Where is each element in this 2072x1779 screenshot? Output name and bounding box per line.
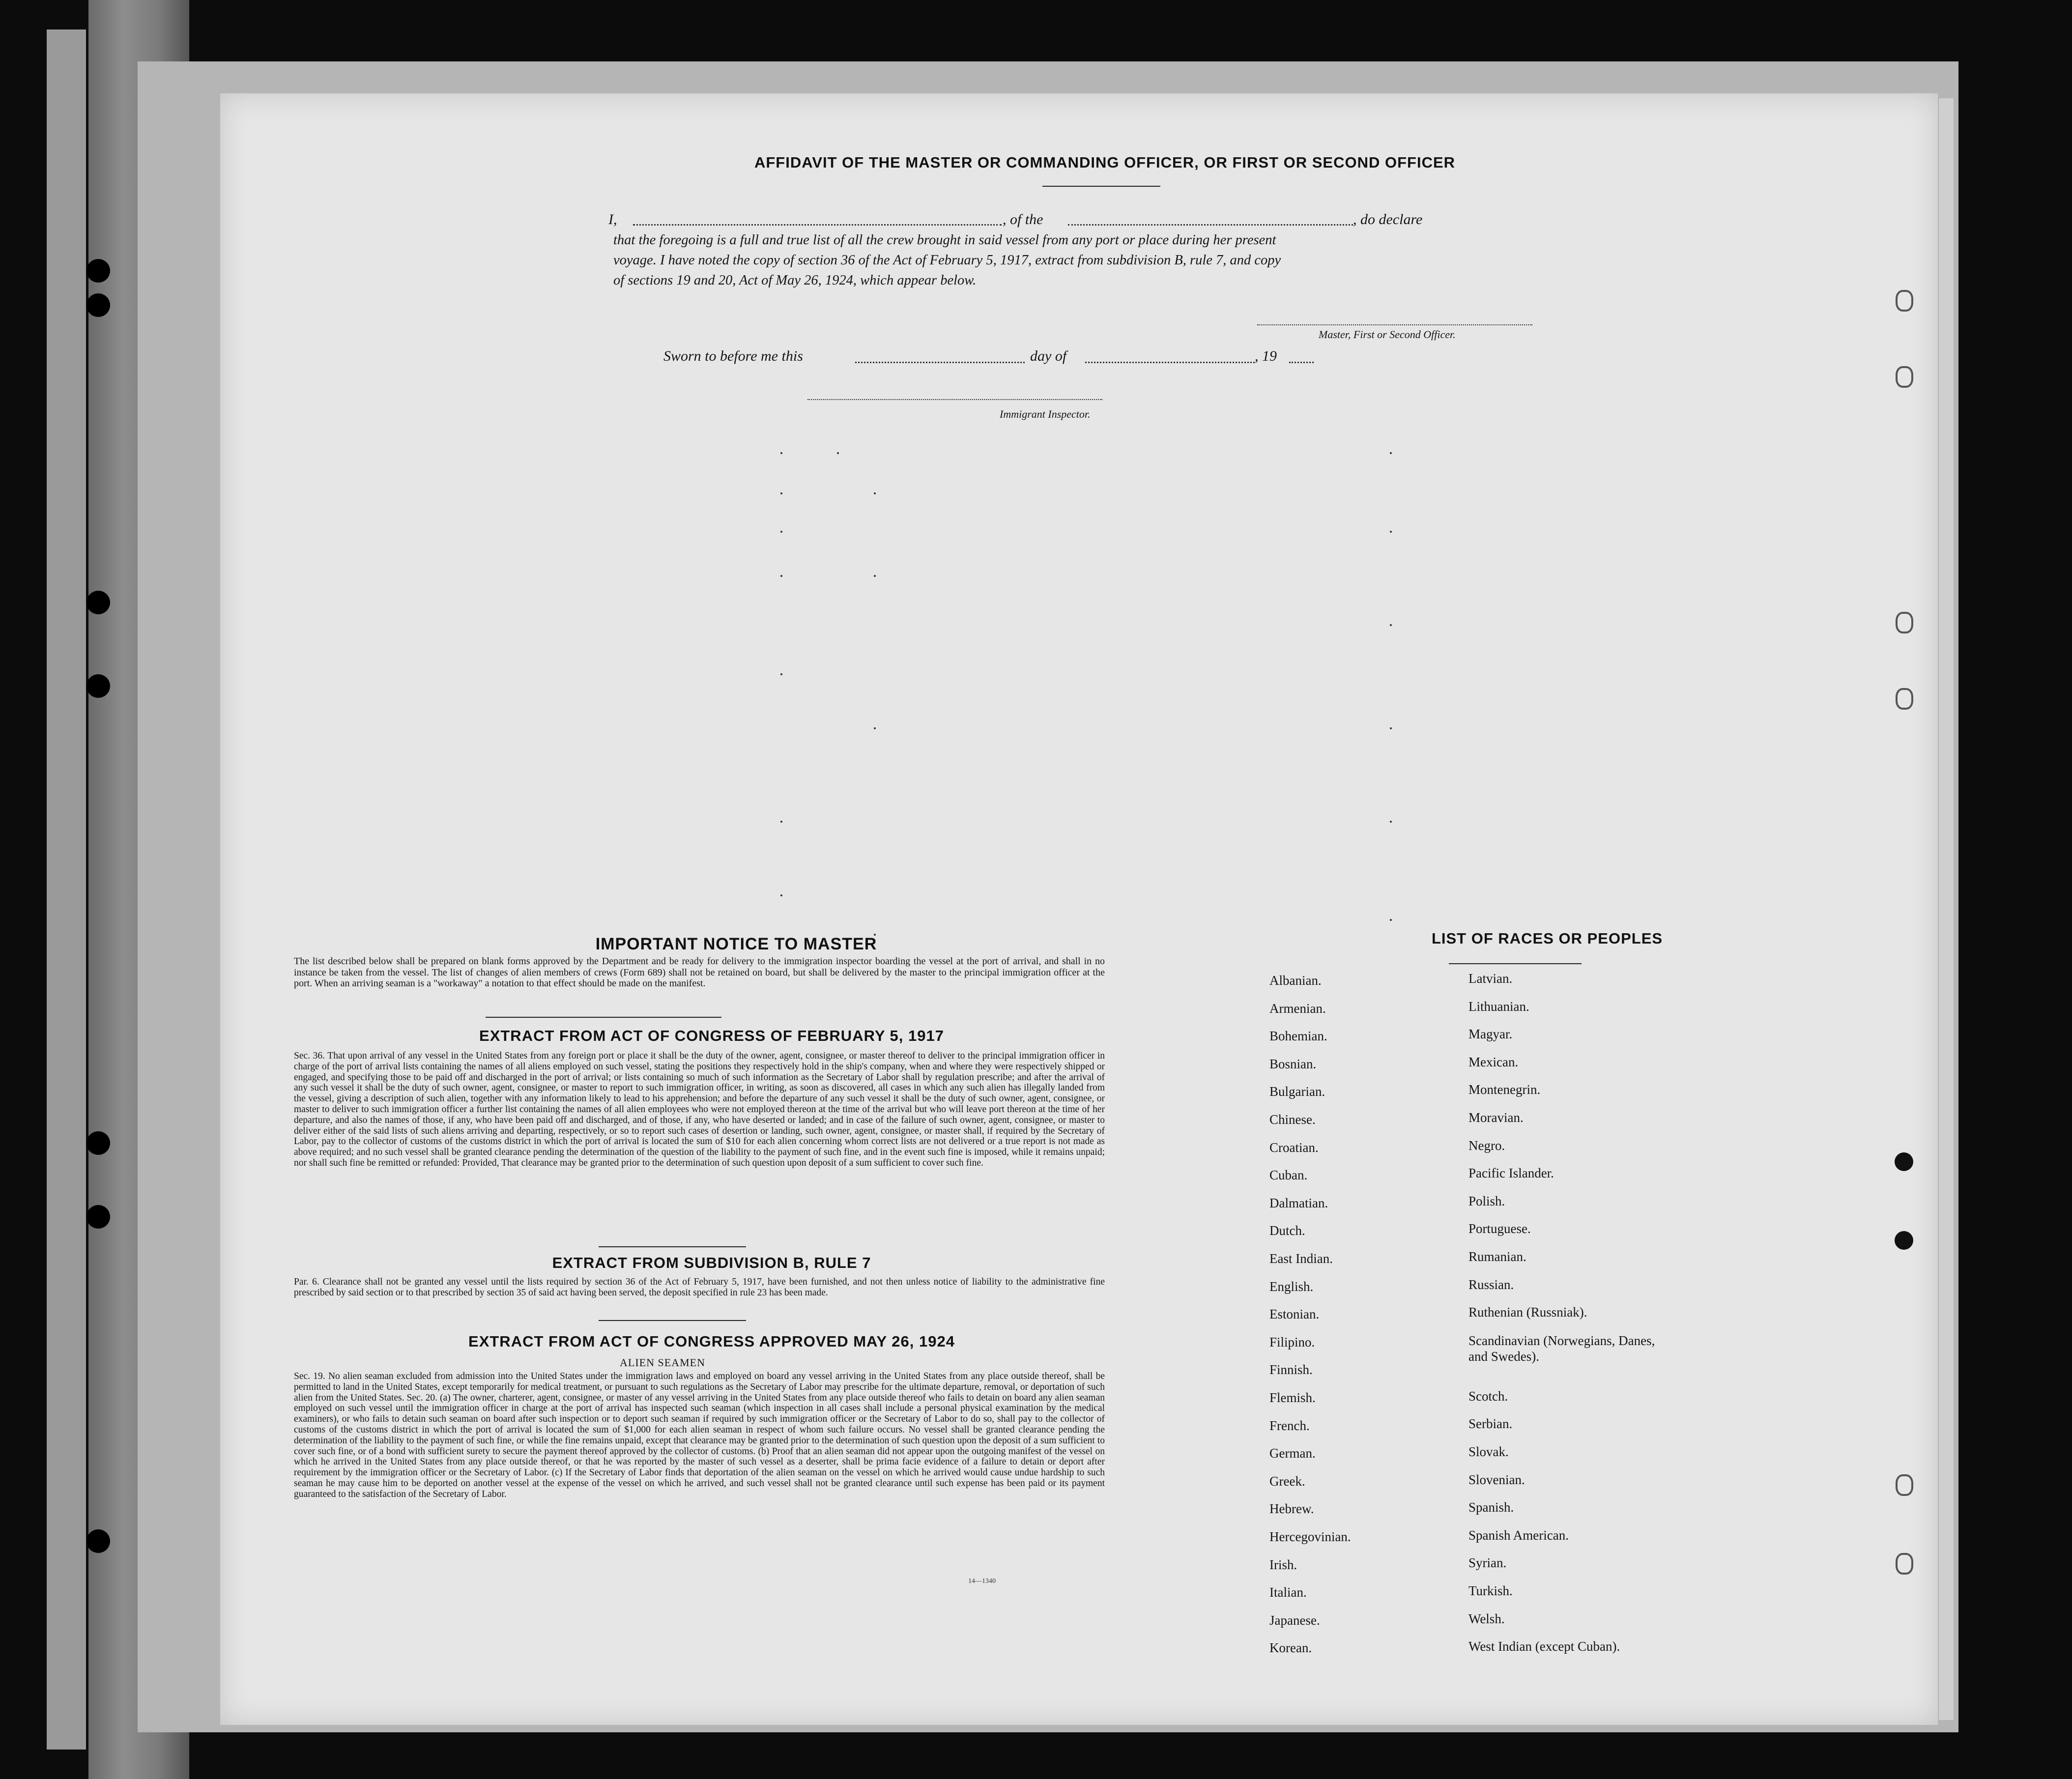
ring-hole	[1896, 290, 1913, 312]
race-item: Cuban.	[1269, 1168, 1308, 1183]
race-item: Dutch.	[1269, 1223, 1305, 1238]
race-item: Chinese.	[1269, 1112, 1316, 1127]
race-item: Bohemian.	[1269, 1029, 1327, 1044]
race-item: Spanish American.	[1468, 1527, 1569, 1543]
race-item: Dalmatian.	[1269, 1195, 1328, 1210]
race-item: Bosnian.	[1269, 1056, 1317, 1071]
race-item: Scandinavian (Norwegians, Danes, and Swedes).	[1468, 1333, 1655, 1364]
race-item: Slovenian.	[1468, 1472, 1525, 1487]
bleed-dot	[874, 727, 876, 729]
notice-rule	[486, 1017, 721, 1018]
binder-hole	[86, 1205, 110, 1229]
race-item: Armenian.	[1269, 1001, 1326, 1016]
affidavit-title: AFFIDAVIT OF THE MASTER OR COMMANDING OFFICER, OR FIRST OR SECOND OFFICER	[754, 154, 1456, 171]
ring-hole	[1896, 1474, 1913, 1496]
binder-hole	[86, 591, 110, 614]
affidavit-line-2: that the foregoing is a full and true list of all the crew brought in said vessel from any port or place during her present	[613, 232, 1276, 248]
bleed-dot	[780, 492, 782, 494]
bleed-dot	[1390, 452, 1392, 454]
race-item: Filipino.	[1269, 1334, 1315, 1349]
bleed-dot	[1390, 919, 1392, 921]
race-item: Greek.	[1269, 1473, 1305, 1489]
paper-edge	[1939, 98, 1954, 1720]
bleed-dot	[874, 492, 876, 494]
race-item: Rumanian.	[1468, 1249, 1526, 1264]
race-item: Pacific Islander.	[1468, 1166, 1554, 1181]
race-item: Magyar.	[1468, 1027, 1513, 1042]
race-item: Flemish.	[1269, 1390, 1316, 1405]
race-item: Ruthenian (Russniak).	[1468, 1305, 1587, 1320]
race-item: Negro.	[1468, 1138, 1505, 1153]
affidavit-of-the: , of the	[1003, 211, 1043, 228]
sworn-day-line	[855, 362, 1025, 363]
race-item: Scotch.	[1468, 1388, 1508, 1404]
race-item: Finnish.	[1269, 1362, 1313, 1377]
race-item: Montenegrin.	[1468, 1082, 1541, 1097]
race-item: West Indian (except Cuban).	[1468, 1639, 1620, 1654]
punch-hole	[1895, 1152, 1913, 1171]
affidavit-line-4: of sections 19 and 20, Act of May 26, 1924, which appear below.	[613, 273, 977, 288]
inspector-line	[807, 399, 1102, 400]
ring-hole	[1896, 1553, 1913, 1575]
bleed-dot	[1390, 624, 1392, 626]
bleed-dot	[1390, 821, 1392, 823]
bleed-dot	[874, 575, 876, 577]
notice-title: IMPORTANT NOTICE TO MASTER	[595, 935, 877, 953]
bleed-dot	[1390, 727, 1392, 729]
binder-hole	[86, 1131, 110, 1155]
race-item: Irish.	[1269, 1557, 1297, 1572]
race-item: Serbian.	[1468, 1416, 1513, 1432]
film-strip	[47, 29, 86, 1750]
affidavit-line-3: voyage. I have noted the copy of section 36 of the Act of February 5, 1917, extract from subdivision B, rule 7, and copy	[613, 253, 1281, 268]
race-item: Hercegovinian.	[1269, 1529, 1351, 1544]
race-item: French.	[1269, 1418, 1310, 1433]
race-item: Albanian.	[1269, 973, 1322, 988]
race-item: Portuguese.	[1468, 1221, 1531, 1236]
ring-hole	[1896, 366, 1913, 388]
bleed-dot	[780, 894, 782, 896]
race-item: Lithuanian.	[1468, 999, 1529, 1014]
ring-hole	[1896, 688, 1913, 710]
race-item: Moravian.	[1468, 1110, 1524, 1125]
signature-caption: Master, First or Second Officer.	[1319, 328, 1456, 341]
act1917-rule	[599, 1246, 746, 1247]
act1924-title: EXTRACT FROM ACT OF CONGRESS APPROVED MAY 26, 1924	[468, 1333, 955, 1350]
race-item: Syrian.	[1468, 1555, 1507, 1571]
vessel-name-line	[1068, 224, 1353, 226]
binder-hole	[86, 293, 110, 317]
race-item: Turkish.	[1468, 1583, 1513, 1598]
affidavit-i: I,	[608, 211, 617, 228]
act1917-title: EXTRACT FROM ACT OF CONGRESS OF FEBRUARY 5, 1917	[479, 1027, 944, 1044]
act1924-subtitle: ALIEN SEAMEN	[620, 1356, 705, 1369]
bleed-dot	[780, 452, 782, 454]
bleed-dot	[780, 531, 782, 533]
binder-hole	[86, 259, 110, 283]
form-code: 14—1340	[968, 1578, 996, 1585]
act1924-text: Sec. 19. No alien seaman excluded from admission into the United States under the immigration laws and employed on board any vessel arriving in the United States from any place outside thereof, shall be permitted to land in the United States, except temporarily for medical treatment, or pursuant to such regulations as the Secretary of Labor may prescribe for the ultimate departure, removal, or deportation of such alien from the United States. Sec. 20. (a) The owner, charterer, agent, consignee, or master of any vessel arriving in the United States from any place outside thereof who fails to detain on board any alien seaman employed on such vessel until the immigration officer in charge at the port of arrival has inspected such seaman (which inspection in all cases shall include a personal physical examination by the medical examiners), or who fails to detain such seaman on board after such inspection or to deport such seaman if required by such immigration officer or the Secretary of Labor to do so, shall pay to the collector of customs of the customs district in which the port of arrival is located the sum of $1,000 for each alien seaman in respect of whom such failure occurs. No vessel shall be granted clearance pending the determination of the liability to the payment of such fine, or while the fine remains unpaid, except that clearance may be granted prior to the determination of such question upon the deposit of a sum sufficient to cover such fine, or of a bond with sufficient surety to secure the payment thereof approved by the collector of customs. (b) Proof that an alien seaman did not appear upon the outgoing manifest of the vessel on which he arrived in the United States from any place outside thereof, or that he was reported by the master of such vessel as a deserter, shall be prima facie evidence of a failure to detain or deport after requirement by the immigration officer or the Secretary of Labor. (c) If the Secretary of Labor finds that deportation of the alien seaman on the vessel on which he arrived would cause undue hardship to such seaman he may cause him to be deported on another vessel at the expense of the vessel on which he arrived, and such vessel shall not be granted clearance until such expense has been paid or its payment guaranteed to the satisfaction of the Secretary of Labor.	[294, 1371, 1105, 1499]
race-item: German.	[1269, 1446, 1316, 1461]
race-item: Spanish.	[1468, 1500, 1514, 1515]
rule7-rule	[599, 1320, 746, 1321]
bleed-dot	[780, 821, 782, 823]
race-item: English.	[1269, 1279, 1314, 1294]
bleed-dot	[1390, 531, 1392, 533]
race-item: Welsh.	[1468, 1611, 1505, 1626]
race-item: Slovak.	[1468, 1444, 1509, 1459]
race-item: Hebrew.	[1269, 1501, 1314, 1517]
race-item: Russian.	[1468, 1277, 1514, 1292]
race-item: Italian.	[1269, 1585, 1307, 1600]
race-item: Polish.	[1468, 1193, 1505, 1208]
bleed-dot	[780, 673, 782, 675]
bleed-dot	[780, 575, 782, 577]
master-name-line	[633, 224, 1002, 226]
race-item: Mexican.	[1468, 1054, 1519, 1069]
race-item: Estonian.	[1269, 1307, 1320, 1322]
race-item: Croatian.	[1269, 1140, 1319, 1155]
races-title: LIST OF RACES OR PEOPLES	[1431, 930, 1663, 947]
sworn-month-line	[1085, 362, 1255, 363]
sworn-year: , 19	[1255, 348, 1277, 364]
sworn-day-of: day of	[1030, 348, 1067, 364]
rule7-title: EXTRACT FROM SUBDIVISION B, RULE 7	[552, 1254, 871, 1271]
race-item: Bulgarian.	[1269, 1084, 1325, 1099]
signature-line	[1257, 324, 1532, 325]
race-item: East Indian.	[1269, 1251, 1333, 1266]
race-item: Japanese.	[1269, 1612, 1320, 1628]
binder-hole	[86, 1529, 110, 1553]
affidavit-title-rule	[1042, 186, 1160, 187]
rule7-text: Par. 6. Clearance shall not be granted any vessel until the lists required by section 36 of the Act of February 5, 1917, have been furnished, and not then unless notice of liability to the administrative fine prescribed by said section or to that prescribed by section 35 of said act having been served, the deposit specified in rule 23 has been made.	[294, 1277, 1105, 1298]
inspector-caption: Immigrant Inspector.	[1000, 408, 1091, 420]
punch-hole	[1895, 1231, 1913, 1250]
act1917-text: Sec. 36. That upon arrival of any vessel in the United States from any foreign port or place it shall be the duty of the owner, agent, consignee, or master thereof to deliver to the principal immigration officer in charge of the port of arrival lists containing the names of all aliens employed on such vessel, stating the positions they respectively hold in the ship's company, when and where they were respectively shipped or engaged, and specifying those to be paid off and discharged in the port of arrival; or lists containing so much of such information as the Secretary of Labor shall by regulation prescribe; and after the arrival of any such vessel it shall be the duty of such owner, agent, consignee, or master to report to such immigration officer, in writing, as soon as discovered, all cases in which any such alien has illegally landed from the vessel, giving a description of such alien, together with any information likely to lead to his apprehension; and before the departure of any such vessel it shall be the duty of such owner, agent, consignee, or master to deliver to such immigration officer a further list containing the names of all alien employees who were not employed thereon at the time of the arrival but who will leave port thereon at the time of her departure, and also the names of those, if any, who have been paid off and discharged, and of those, if any, who have deserted or landed; and in case of the failure of such owner, agent, consignee, or master to deliver either of the said lists of such aliens arriving and departing, respectively, or so to report such cases of desertion or landing, such owner, agent, consignee, or master shall, if required by the Secretary of Labor, pay to the collector of customs of the customs district in which the port of arrival is located the sum of $10 for each alien concerning whom correct lists are not delivered or a true report is not made as above required; and no such vessel shall be granted clearance pending the determination of the question of the liability to the payment of such fine, and in the event such fine is imposed, while it remains unpaid; nor shall such fine be remitted or refunded: Provided, That clearance may be granted prior to the determination of such question upon deposit of a sum sufficient to cover such fine.	[294, 1051, 1105, 1168]
affidavit-declare: , do declare	[1353, 211, 1423, 228]
binder-hole	[86, 674, 110, 698]
sworn-year-line	[1289, 362, 1314, 363]
races-title-rule	[1449, 963, 1582, 964]
race-item: Latvian.	[1468, 971, 1513, 986]
sworn-prefix: Sworn to before me this	[663, 348, 803, 364]
race-item: Korean.	[1269, 1640, 1312, 1656]
bleed-dot	[837, 452, 839, 454]
form-page	[220, 93, 1938, 1725]
notice-text: The list described below shall be prepared on blank forms approved by the Department and be ready for delivery to the immigration inspector boarding the vessel at the port of arrival, and shall in no instance be taken from the vessel. The list of changes of alien members of crews (Form 689) shall not be retained on board, but shall be delivered by the master to the principal immigration officer at the port. When an arriving seaman is a "workaway" a notation to that effect should be made on the manifest.	[294, 956, 1105, 989]
ring-hole	[1896, 612, 1913, 633]
